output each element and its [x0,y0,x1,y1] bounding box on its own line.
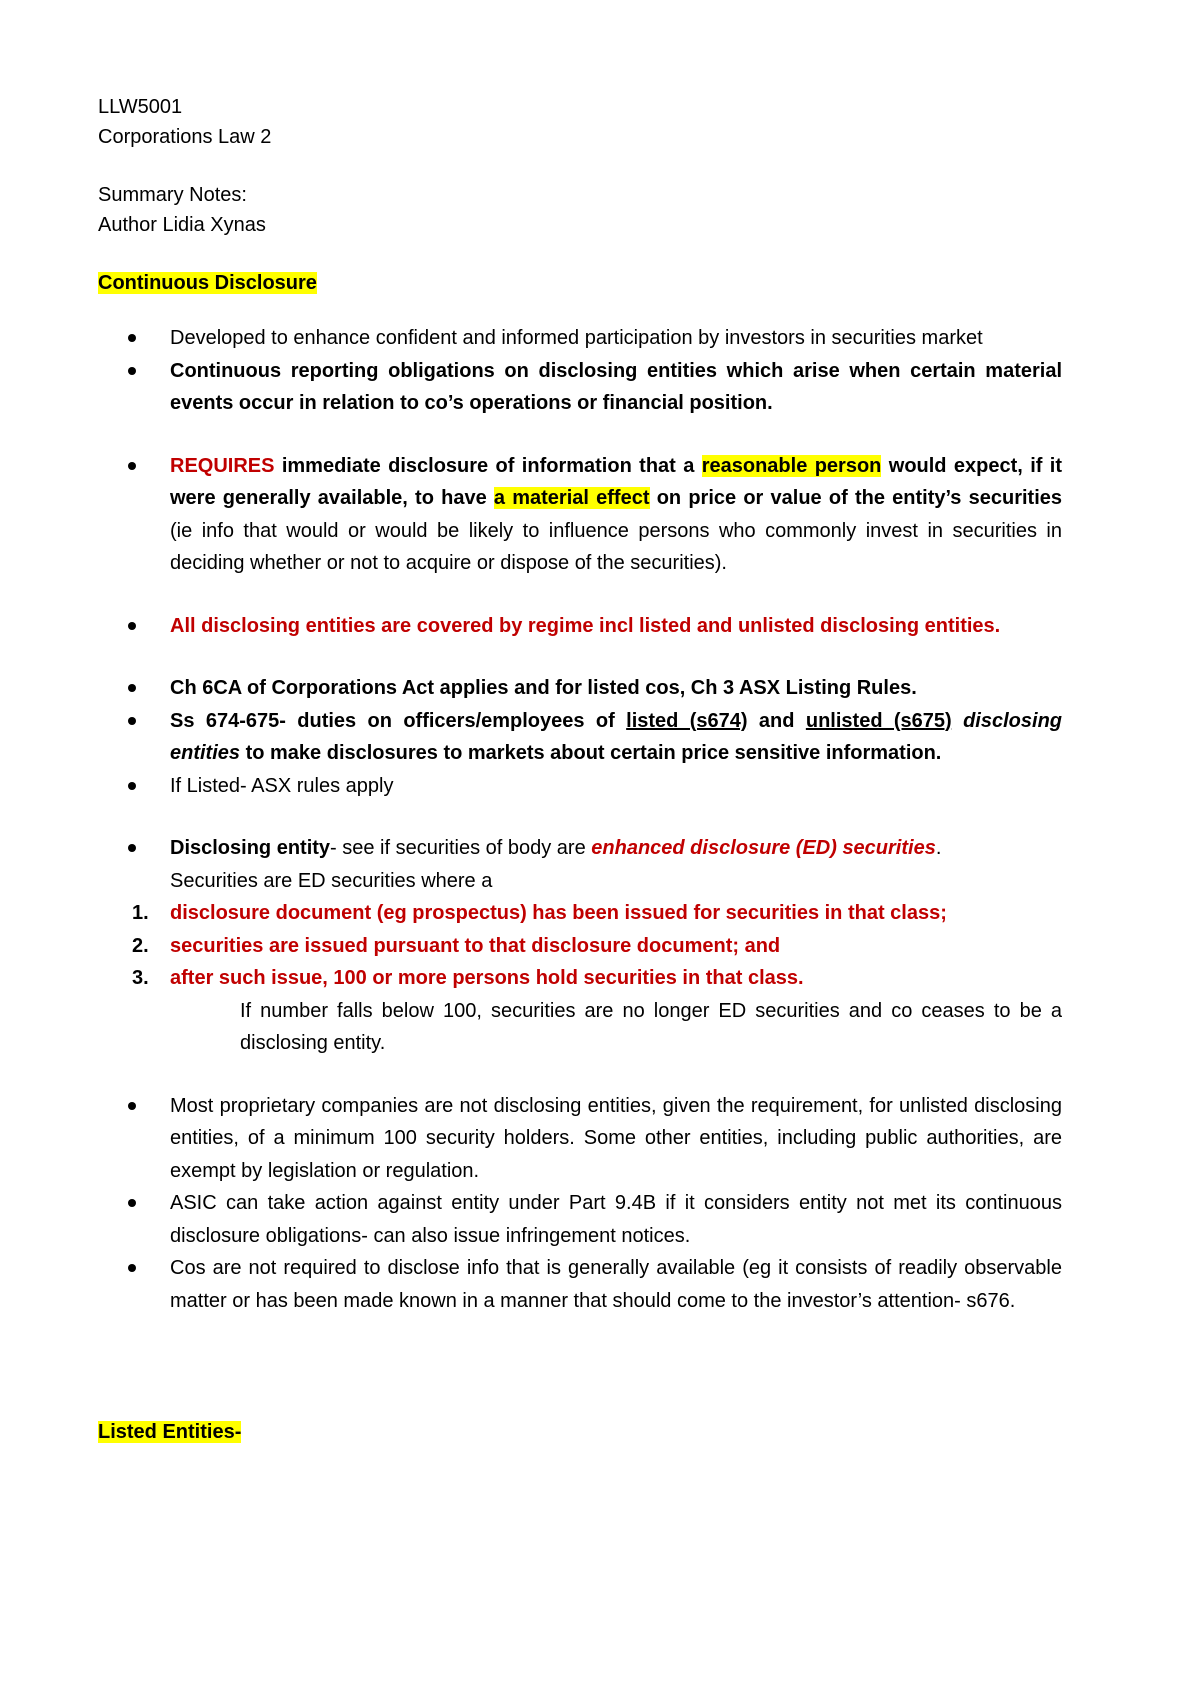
bullet-icon [128,1102,136,1110]
list-item [98,770,1062,803]
list-item: Disclosing entity- see if securities of body are enhanced disclosure (ED) securities. Securities are ED securities where a [98,832,1062,897]
list-item: REQUIRES immediate disclosure of information that a reasonable person would expect, if it were generally available, to have a material effect on price or value of the entity’s securities (ie info that would or would be likely to influence persons who commonly invest in securities in deciding whether or not to acquire or dispose of the securities). [98,450,1062,580]
author-line: Author Lidia Xynas [98,214,266,236]
bullet-list [98,672,1062,802]
item-number: 1. [132,902,149,924]
list-item [98,1187,1062,1252]
bullet-text: Ch 6CA of Corporations Act applies and for listed cos, Ch 3 ASX Listing Rules. [170,677,917,699]
bullet-text: Cos are not required to disclose info that is generally available (eg it consists of readily observable matter or has been made known in a manner that should come to the investor’s attention- s676. [170,1257,1062,1312]
bullet-list [98,450,1062,580]
bullet-icon [128,622,136,630]
ed-note: If number falls below 100, securities are no longer ED securities and co ceases to be a disclosing entity. [240,999,1062,1054]
bullet-text: ASIC can take action against entity under Part 9.4B if it considers entity not met its continuous disclosure obligations- can also issue infringement notices. [170,1192,1062,1247]
bullet-list [98,832,1062,897]
bullet-icon [128,367,136,375]
bullet-icon [128,1264,136,1272]
item-number: 2. [132,934,149,957]
requires-label: REQUIRES [170,454,275,477]
bullet-text: Developed to enhance confident and informed participation by investors in securities market [170,327,983,349]
highlight-reasonable-person: reasonable person [701,454,882,477]
list-item: 3. after such issue, 100 or more persons hold securities in that class. [98,962,1062,995]
bullet-list [98,1090,1062,1318]
bullet-list [98,322,1062,420]
bullet-text: All disclosing entities are covered by regime incl listed and unlisted disclosing entities. [170,614,1001,637]
list-item [98,610,1062,643]
section-heading-continuous-disclosure: Continuous Disclosure [98,272,317,294]
bullet-icon [128,844,136,852]
course-code: LLW5001 [98,96,183,118]
bullet-icon [128,684,136,692]
bullet-text: Most proprietary companies are not disclosing entities, given the requirement, for unlisted disclosing entities, of a minimum 100 security holders. Some other entities, including public authorities, are exempt by legislation or regulation. [170,1094,1062,1182]
bullet-text: If Listed- ASX rules apply [170,774,394,797]
bullet-icon [128,717,136,725]
list-item: Ss 674-675- duties on officers/employees of listed (s674) and unlisted (s675) disclosing entities to make disclosures to markets about certain price sensitive information. [98,705,1062,770]
list-item: 1. disclosure document (eg prospectus) has been issued for securities in that class; [98,897,1062,930]
item-number: 3. [132,967,149,989]
unlisted-ref: unlisted (s675) [805,709,952,732]
list-item [98,322,1062,355]
summary-label: Summary Notes: [98,184,247,206]
bullet-text: Continuous reporting obligations on disclosing entities which arise when certain material events occur in relation to co’s operations or financial position. [170,359,1062,414]
list-item [98,1090,1062,1188]
ed-securities-term: enhanced disclosure (ED) securities [591,837,936,859]
list-item: 2. securities are issued pursuant to that disclosure document; and [98,930,1062,963]
course-name: Corporations Law 2 [98,126,272,148]
section-heading-listed-entities: Listed Entities- [98,1421,242,1443]
list-item [98,672,1062,705]
disclosing-entity-term: Disclosing entity [170,837,331,859]
highlight-material-effect: a material effect [493,487,650,509]
bullet-icon [128,462,136,470]
bullet-list [98,610,1062,643]
numbered-list [98,897,1062,995]
listed-ref: listed (s674) [626,709,748,732]
bullet-icon [128,782,136,790]
bullet-icon [128,1199,136,1207]
list-item [98,355,1062,420]
list-item [98,1252,1062,1317]
bullet-icon [128,334,136,342]
